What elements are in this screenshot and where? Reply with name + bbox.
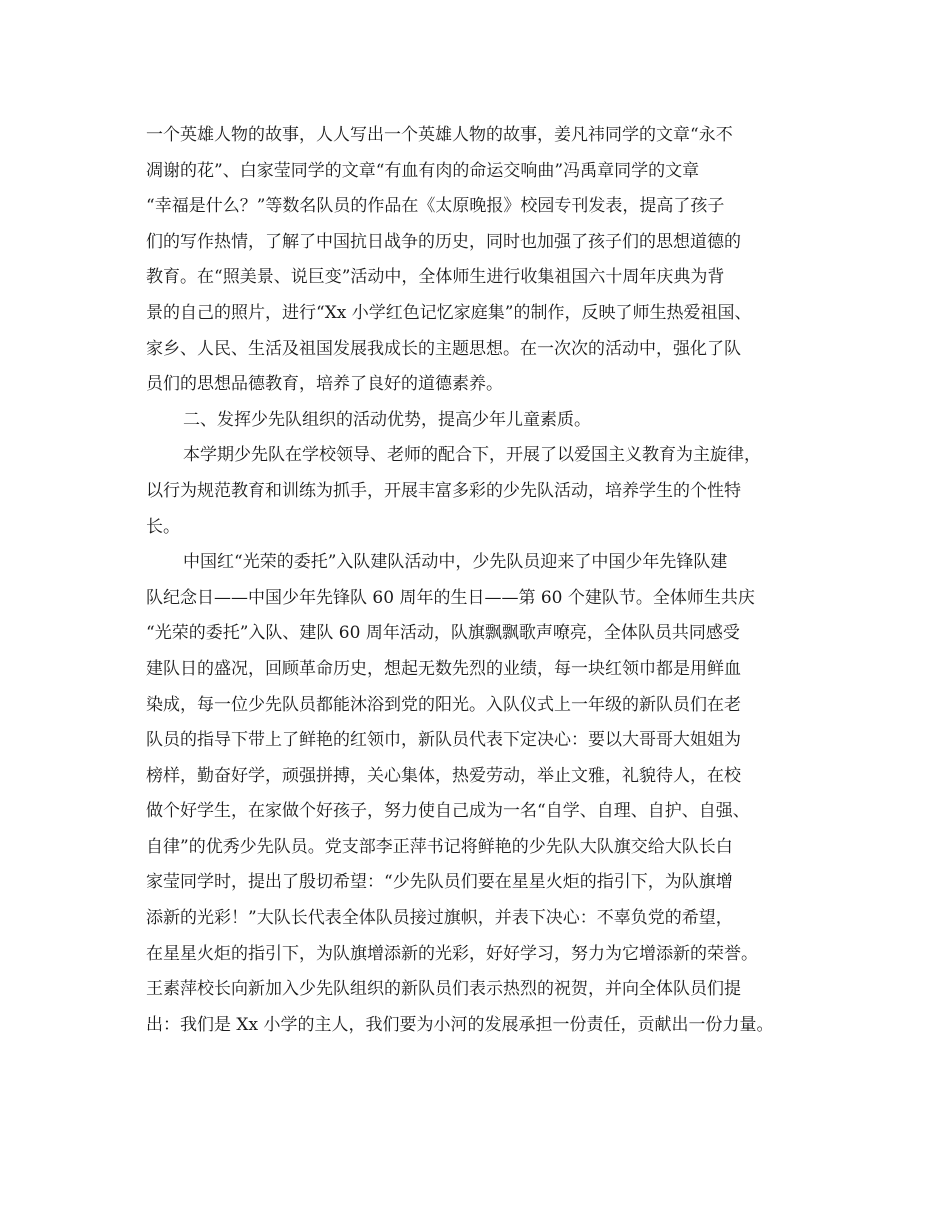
text-line: 二、发挥少先队组织的活动优势，提高少年儿童素质。 bbox=[183, 409, 591, 430]
text-line: 王素萍校长向新加入少先队组织的新队员们表示热烈的祝贺，并向全体队员们提 bbox=[146, 979, 741, 1000]
text-line: 员们的思想品德教育，培养了良好的道德素养。 bbox=[146, 374, 503, 395]
body-text bbox=[146, 118, 826, 1043]
text-line: 景的自己的照片，进行“Xx 小学红色记忆家庭集”的制作，反映了师生热爱祖国、 bbox=[146, 302, 752, 323]
text-line: 以行为规范教育和训练为抓手，开展丰富多彩的少先队活动，培养学生的个性特 bbox=[146, 480, 741, 501]
text-line: 做个好学生，在家做个好孩子，努力使自己成为一名“自学、自理、自护、自强、 bbox=[146, 801, 750, 822]
text-line: 出：我们是 Xx 小学的主人，我们要为小河的发展承担一份责任，贡献出一份力量。 bbox=[146, 1014, 774, 1035]
text-line: 本学期少先队在学校领导、老师的配合下，开展了以爱国主义教育为主旋律， bbox=[183, 445, 761, 466]
text-line: 建队日的盛况，回顾革命历史，想起无数先烈的业绩，每一块红领巾都是用鲜血 bbox=[146, 658, 741, 679]
text-line: 添新的光彩！”大队长代表全体队员接过旗帜，并表下决心：不辜负党的希望， bbox=[146, 908, 733, 929]
text-line: 们的写作热情，了解了中国抗日战争的历史，同时也加强了孩子们的思想道德的 bbox=[146, 231, 741, 252]
text-line: 家莹同学时，提出了殷切希望：“少先队员们要在星星火炬的指引下，为队旗增 bbox=[146, 872, 733, 893]
text-line: 自律”的优秀少先队员。党支部李正萍书记将鲜艳的少先队大队旗交给大队长白 bbox=[146, 836, 733, 857]
text-line: 队纪念日——中国少年先锋队 60 周年的生日——第 60 个建队节。全体师生共庆 bbox=[146, 587, 755, 608]
text-line: 榜样，勤奋好学，顽强拼搏，关心集体，热爱劳动，举止文雅，礼貌待人，在校 bbox=[146, 765, 741, 786]
text-line: 队员的指导下带上了鲜艳的红领巾，新队员代表下定决心：要以大哥哥大姐姐为 bbox=[146, 730, 741, 751]
text-line: 染成，每一位少先队员都能沐浴到党的阳光。入队仪式上一年级的新队员们在老 bbox=[146, 694, 741, 715]
text-line: 教育。在“照美景、说巨变”活动中，全体师生进行收集祖国六十周年庆典为背 bbox=[146, 267, 725, 288]
text-line: 凋谢的花”、白家莹同学的文章“有血有肉的命运交响曲”冯禹章同学的文章 bbox=[146, 160, 700, 181]
text-line: “光荣的委托”入队、建队 60 周年活动，队旗飘飘歌声嘹亮，全体队员共同感受 bbox=[146, 623, 740, 644]
text-line: 中国红“光荣的委托”入队建队活动中，少先队员迎来了中国少年先锋队建 bbox=[183, 552, 728, 573]
text-line: “幸福是什么？”等数名队员的作品在《太原晚报》校园专刊发表，提高了孩子 bbox=[146, 196, 725, 217]
text-line: 家乡、人民、生活及祖国发展我成长的主题思想。在一次次的活动中，强化了队 bbox=[146, 338, 741, 359]
text-line: 在星星火炬的指引下，为队旗增添新的光彩，好好学习，努力为它增添新的荣誉。 bbox=[146, 943, 758, 964]
text-line: 长。 bbox=[146, 516, 180, 537]
text-line: 一个英雄人物的故事，人人写出一个英雄人物的故事，姜凡祎同学的文章“永不 bbox=[146, 125, 733, 145]
